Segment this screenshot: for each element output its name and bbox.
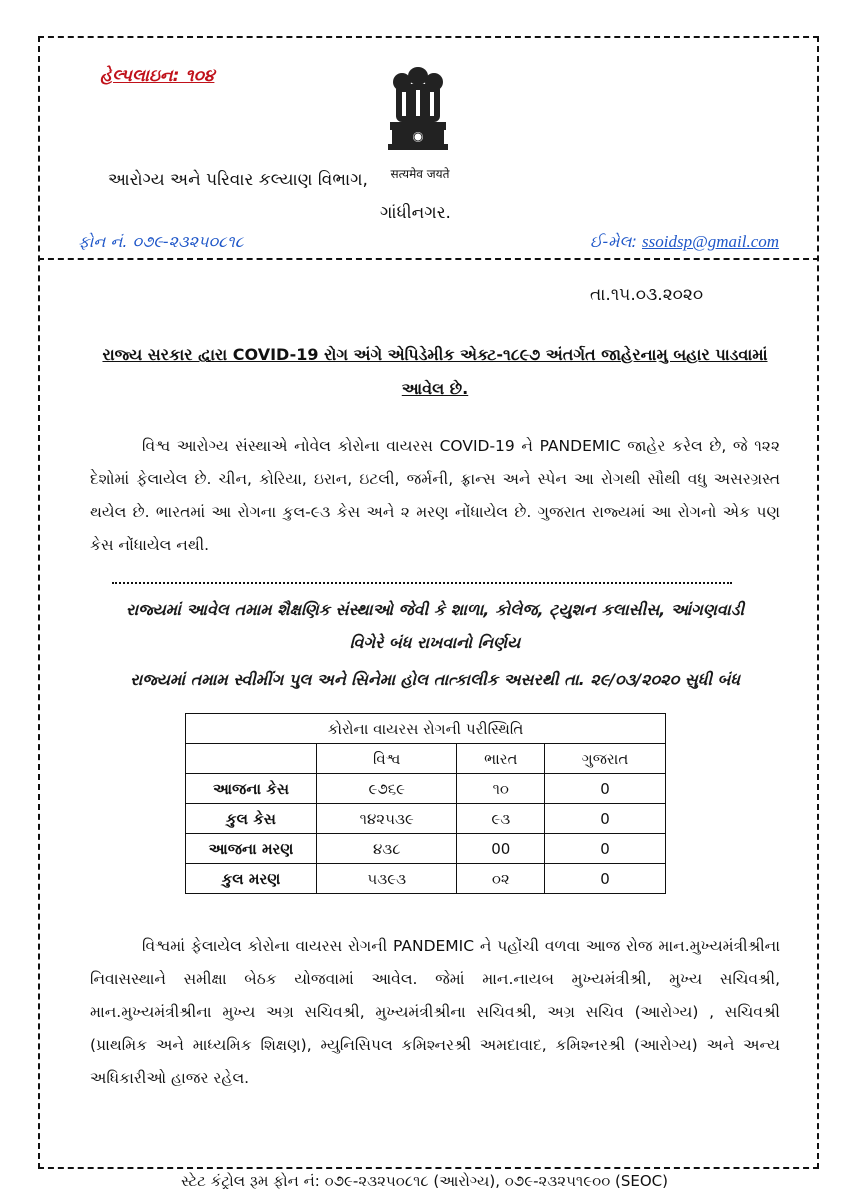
header-divider: [38, 258, 819, 260]
table-cell: ૧૪૨૫૩૯: [317, 804, 457, 834]
paragraph-review-meeting: વિશ્વમાં ફેલાયેલ કોરોના વાયરસ રોગની PANDEMIC ને પહોંચી વળવા આજ રોજ માન.મુખ્યમંત્રીશ્રીના નિવાસસ્થાને સમીક્ષા બેઠક યોજવામાં આવેલ. જેમાં માન.નાયબ મુખ્યમંત્રીશ્રી, મુખ્ય સચિવશ્રી, માન.મુખ્યમંત્રીશ્રીના મુખ્ય અગ્ર સચિવશ્રી, મુખ્યમંત્રીશ્રીના સચિવશ્રી, અગ્ર સચિવ (આરોગ્ય) , સચિવશ્રી (પ્રાથમિક અને માધ્યમિક શિક્ષણ), મ્યુનિસિપલ કમિશ્નરશ્રી અમદાવાદ, કમિશ્નરશ્રી (આરોગ્ય) અને અન્ય અધિકારીઓ હાજર રહેલ.: [90, 937, 780, 1087]
notice-schools-line2: વિગેરે બંધ રાખવાનો નિર્ણય: [349, 633, 521, 652]
helpline-number: હેલ્પલાઇન: ૧૦૪: [100, 66, 215, 86]
email-link[interactable]: ssoidsp@gmail.com: [642, 232, 780, 251]
table-cell: ૯૩: [457, 804, 545, 834]
email-block: [590, 232, 779, 252]
row-label: કુલ મરણ: [186, 864, 317, 894]
table-header-row: [186, 744, 666, 774]
city-name: ગાંધીનગર.: [380, 203, 451, 223]
table-cell: ૧૦: [457, 774, 545, 804]
emblem-motto: सत्यमेव जयते: [390, 167, 450, 181]
document-heading: રાજ્ય સરકાર દ્વારા COVID-19 રોગ અંગે એપિડેમીક એક્ટ-૧૮૯૭ અંતર્ગત જાહેરનામુ બહાર પાડવામાં આવેલ છે.: [102, 345, 768, 398]
control-room-footer: સ્ટેટ કંટ્રોલ રૂમ ફોન નં: ૦૭૯-૨૩૨૫૦૮૧૮ (આરોગ્ય), ૦૭૯-૨૩૨૫૧૯૦૦ (SEOC): [181, 1172, 668, 1190]
table-row: [186, 864, 666, 894]
table-row: [186, 834, 666, 864]
national-emblem-icon: [372, 62, 464, 162]
department-name: આરોગ્ય અને પરિવાર કલ્યાણ વિભાગ,: [108, 170, 368, 190]
notice-pools-cinemas: રાજ્યમાં તમામ સ્વીમીંગ પુલ અને સિનેમા હોલ તાત્કાલીક અસરથી તા. ૨૯/૦૩/૨૦૨૦ સુધી બંધ: [130, 670, 740, 689]
table-row: [186, 804, 666, 834]
table-cell: 0: [545, 834, 666, 864]
column-header: [186, 744, 317, 774]
table-cell: 0: [545, 804, 666, 834]
dotted-separator: [112, 582, 732, 584]
paragraph-situation: વિશ્વ આરોગ્ય સંસ્થાએ નોવેલ કોરોના વાયરસ COVID-19 ને PANDEMIC જાહેર કરેલ છે, જે ૧૨૨ દેશોમાં ફેલાયેલ છે. ચીન, કોરિયા, ઇરાન, ઇટલી, જર્મની, ફ્રાન્સ અને સ્પેન આ રોગથી સૌથી વધુ અસરગ્રસ્ત થયેલ છે. ભારતમાં આ રોગના કુલ-૯૩ કેસ અને ૨ મરણ નોંધાયેલ છે. ગુજરાત રાજ્યમાં આ રોગનો એક પણ કેસ નોંધાયેલ નથી.: [90, 437, 780, 554]
table-row: [186, 774, 666, 804]
table-cell: ૦૨: [457, 864, 545, 894]
column-header-india: ભારત: [457, 744, 545, 774]
table-title-row: [186, 714, 666, 744]
row-label: આજના મરણ: [186, 834, 317, 864]
table-cell: ૯૭૬૯: [317, 774, 457, 804]
table-cell: 0: [545, 774, 666, 804]
table-cell: 00: [457, 834, 545, 864]
row-label: આજના કેસ: [186, 774, 317, 804]
covid-status-table: [185, 713, 666, 894]
email-label: ઈ-મેલ:: [590, 232, 637, 251]
table-cell: 0: [545, 864, 666, 894]
table-cell: ૫૩૯૩: [317, 864, 457, 894]
notice-schools-line1: રાજ્યમાં આવેલ તમામ શૈક્ષણિક સંસ્થાઓ જેવી કે શાળા, કોલેજ, ટ્યુશન કલાસીસ, આંગણવાડી: [125, 600, 745, 619]
column-header-world: વિશ્વ: [317, 744, 457, 774]
document-date: તા.૧૫.૦૩.૨૦૨૦: [590, 285, 704, 305]
phone-number: ફોન નં. ૦૭૯-૨૩૨૫૦૮૧૮: [78, 232, 244, 251]
row-label: કુલ કેસ: [186, 804, 317, 834]
column-header-gujarat: ગુજરાત: [545, 744, 666, 774]
table-title: કોરોના વાયરસ રોગની પરીસ્થિતિ: [186, 714, 666, 744]
table-cell: ૪૩૮: [317, 834, 457, 864]
